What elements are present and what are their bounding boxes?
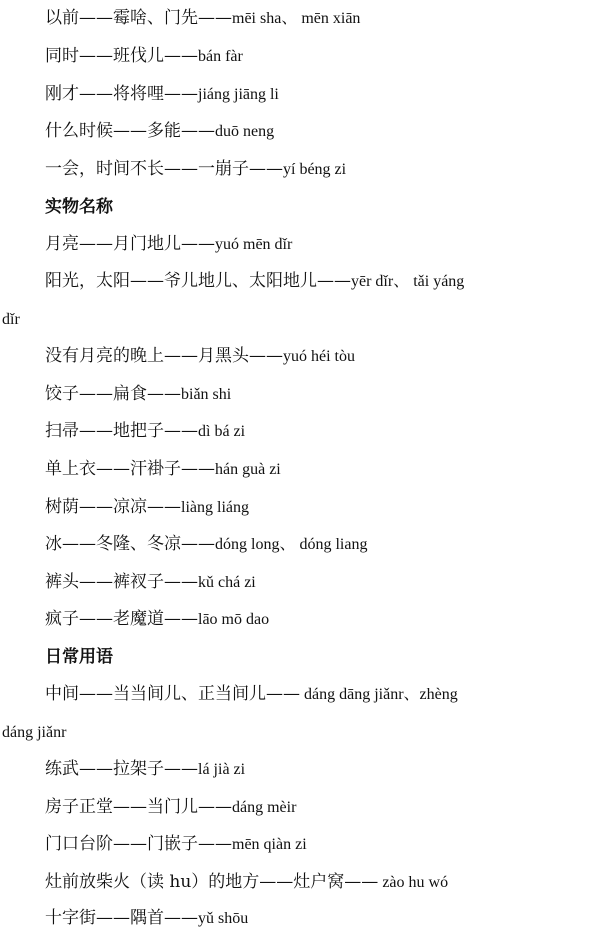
list-item: 刚才——将将哩——jiáng jiāng li	[45, 84, 279, 104]
list-item: 灶前放柴火（读 hu）的地方——灶户窝—— zào hu wó	[45, 872, 449, 892]
list-item: 扫帚——地把子——dì bá zi	[45, 421, 246, 441]
list-item: 疯子——老魔道——lāo mō dao	[45, 609, 270, 629]
list-item: 门口台阶——门嵌子——mēn qiàn zi	[45, 834, 307, 854]
list-item: 房子正堂——当门儿——dáng mèir	[45, 797, 297, 817]
list-item: 什么时候——多能——duō neng	[45, 121, 275, 141]
section-heading: 日常用语	[45, 647, 113, 667]
list-item: 裤头——裤衩子——kǔ chá zi	[45, 572, 256, 592]
list-item: 一会，时间不长——一崩子——yí béng zi	[45, 159, 347, 179]
list-item: 冰——冬隆、冬凉——dóng long、 dóng liang	[45, 534, 368, 554]
list-item: 单上衣——汗褂子——hán guà zi	[45, 459, 281, 479]
list-item-continuation: dáng jiǎnr	[2, 724, 67, 741]
list-item: 十字街——隅首——yǔ shōu	[45, 908, 249, 928]
list-item: 练武——拉架子——lá jià zi	[45, 759, 246, 779]
list-item: 阳光，太阳——爷儿地儿、太阳地儿——yēr dǐr、 tǎi yáng	[45, 271, 465, 291]
section-heading: 实物名称	[45, 197, 113, 217]
list-item-continuation: dǐr	[2, 311, 20, 328]
list-item: 中间——当当间儿、正当间儿—— dáng dāng jiǎnr、zhèng	[45, 684, 458, 704]
list-item: 同时——班伐儿——bán fàr	[45, 46, 243, 66]
list-item: 树荫——凉凉——liàng liáng	[45, 497, 249, 517]
list-item: 饺子——扁食——biǎn shi	[45, 384, 232, 404]
list-item: 没有月亮的晚上——月黑头——yuó héi tòu	[45, 346, 355, 366]
list-item: 以前——霉啥、门先——mēi sha、 mēn xiān	[45, 8, 361, 28]
list-item: 月亮——月门地儿——yuó mēn dǐr	[45, 234, 293, 254]
